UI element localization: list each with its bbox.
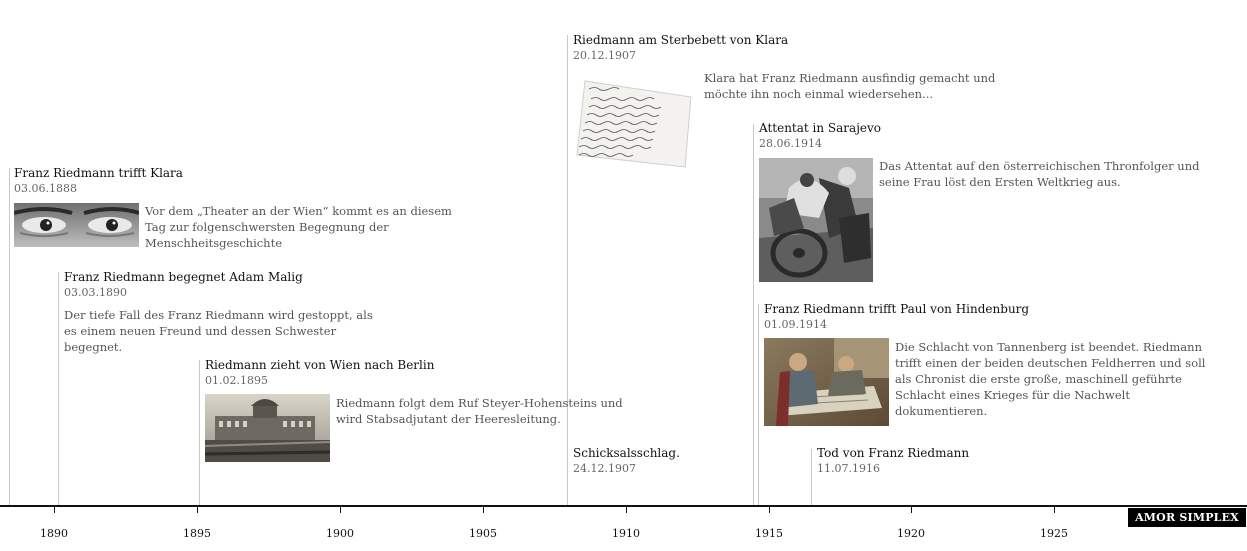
event-title[interactable]: Attentat in Sarajevo [759,121,882,135]
event-description: Der tiefe Fall des Franz Riedmann wird gestoppt, als es einem neuen Freund und dessen Schwester begegnet. [64,308,373,354]
event-1914-sarajevo[interactable] [759,120,881,152]
axis-year-label: 1900 [326,527,354,540]
event-date: 11.07.1916 [817,462,880,475]
event-title[interactable]: Tod von Franz Riedmann [817,446,970,460]
event-title[interactable]: Franz Riedmann trifft Klara [14,166,183,180]
guide-line-1888 [9,168,10,505]
axis-year-label: 1910 [612,527,640,540]
axis-tick [54,507,55,513]
axis-year-label: 1890 [40,527,68,540]
brand-label[interactable]: AMOR SIMPLEX [1128,508,1246,527]
event-title[interactable]: Franz Riedmann trifft Paul von Hindenburg [764,302,1030,316]
sarajevo-assassination-illustration[interactable] [759,158,873,282]
event-1907-fate[interactable] [573,445,680,477]
event-title[interactable]: Schicksalsschlag. [573,446,680,460]
event-1914-hindenburg[interactable] [764,301,1029,333]
axis-year-label: 1925 [1040,527,1068,540]
event-date: 01.02.1895 [205,374,268,387]
event-description: Vor dem „Theater an der Wien“ kommt es an diesem Tag zur folgenschwersten Begegnung der Menschheitsgeschichte [145,204,452,250]
event-1907-deathbed[interactable] [573,32,788,64]
event-1890[interactable] [64,269,303,301]
timeline-axis[interactable] [0,505,1247,507]
event-description: Die Schlacht von Tannenberg ist beendet. Riedmann trifft einen der beiden deutschen Feldherren und soll als Chronist die erste große, maschinell geführte Schlacht eines Krieges für die Nachwelt dokumentieren. [895,340,1206,418]
event-date: 01.09.1914 [764,318,827,331]
event-description: Das Attentat auf den österreichischen Thronfolger und seine Frau löst den Ersten Weltkrieg aus. [879,159,1200,189]
axis-tick [626,507,627,513]
axis-tick [769,507,770,513]
axis-year-label: 1920 [897,527,925,540]
axis-tick [911,507,912,513]
guide-line-1890 [58,272,59,505]
guide-line-1914b [758,304,759,505]
guide-line-1907a [567,35,568,505]
hindenburg-painting[interactable] [764,338,889,426]
eyes-photo[interactable] [14,203,139,247]
axis-year-label: 1915 [755,527,783,540]
event-1916[interactable] [817,445,969,477]
guide-line-1895 [199,360,200,505]
event-description: Riedmann folgt dem Ruf Steyer-Hohensteins und wird Stabsadjutant der Heeresleitung. [336,396,623,426]
axis-year-label: 1905 [469,527,497,540]
event-date: 20.12.1907 [573,49,636,62]
axis-year-label: 1895 [183,527,211,540]
axis-tick [197,507,198,513]
axis-tick [1054,507,1055,513]
guide-line-1916 [811,449,812,505]
event-title[interactable]: Franz Riedmann begegnet Adam Malig [64,270,303,284]
event-1888[interactable] [14,165,183,197]
axis-tick [483,507,484,513]
handwritten-letter[interactable] [573,75,698,170]
event-description: Klara hat Franz Riedmann ausfindig gemacht und möchte ihn noch einmal wiedersehen... [704,71,996,101]
event-1895[interactable] [205,357,434,389]
axis-tick [340,507,341,513]
event-date: 03.03.1890 [64,286,127,299]
event-date: 03.06.1888 [14,182,77,195]
berlin-palace-photo[interactable] [205,394,330,462]
event-date: 28.06.1914 [759,137,822,150]
guide-line-1914a [753,124,754,505]
event-title[interactable]: Riedmann am Sterbebett von Klara [573,33,789,47]
event-title[interactable]: Riedmann zieht von Wien nach Berlin [205,358,435,372]
event-date: 24.12.1907 [573,462,636,475]
